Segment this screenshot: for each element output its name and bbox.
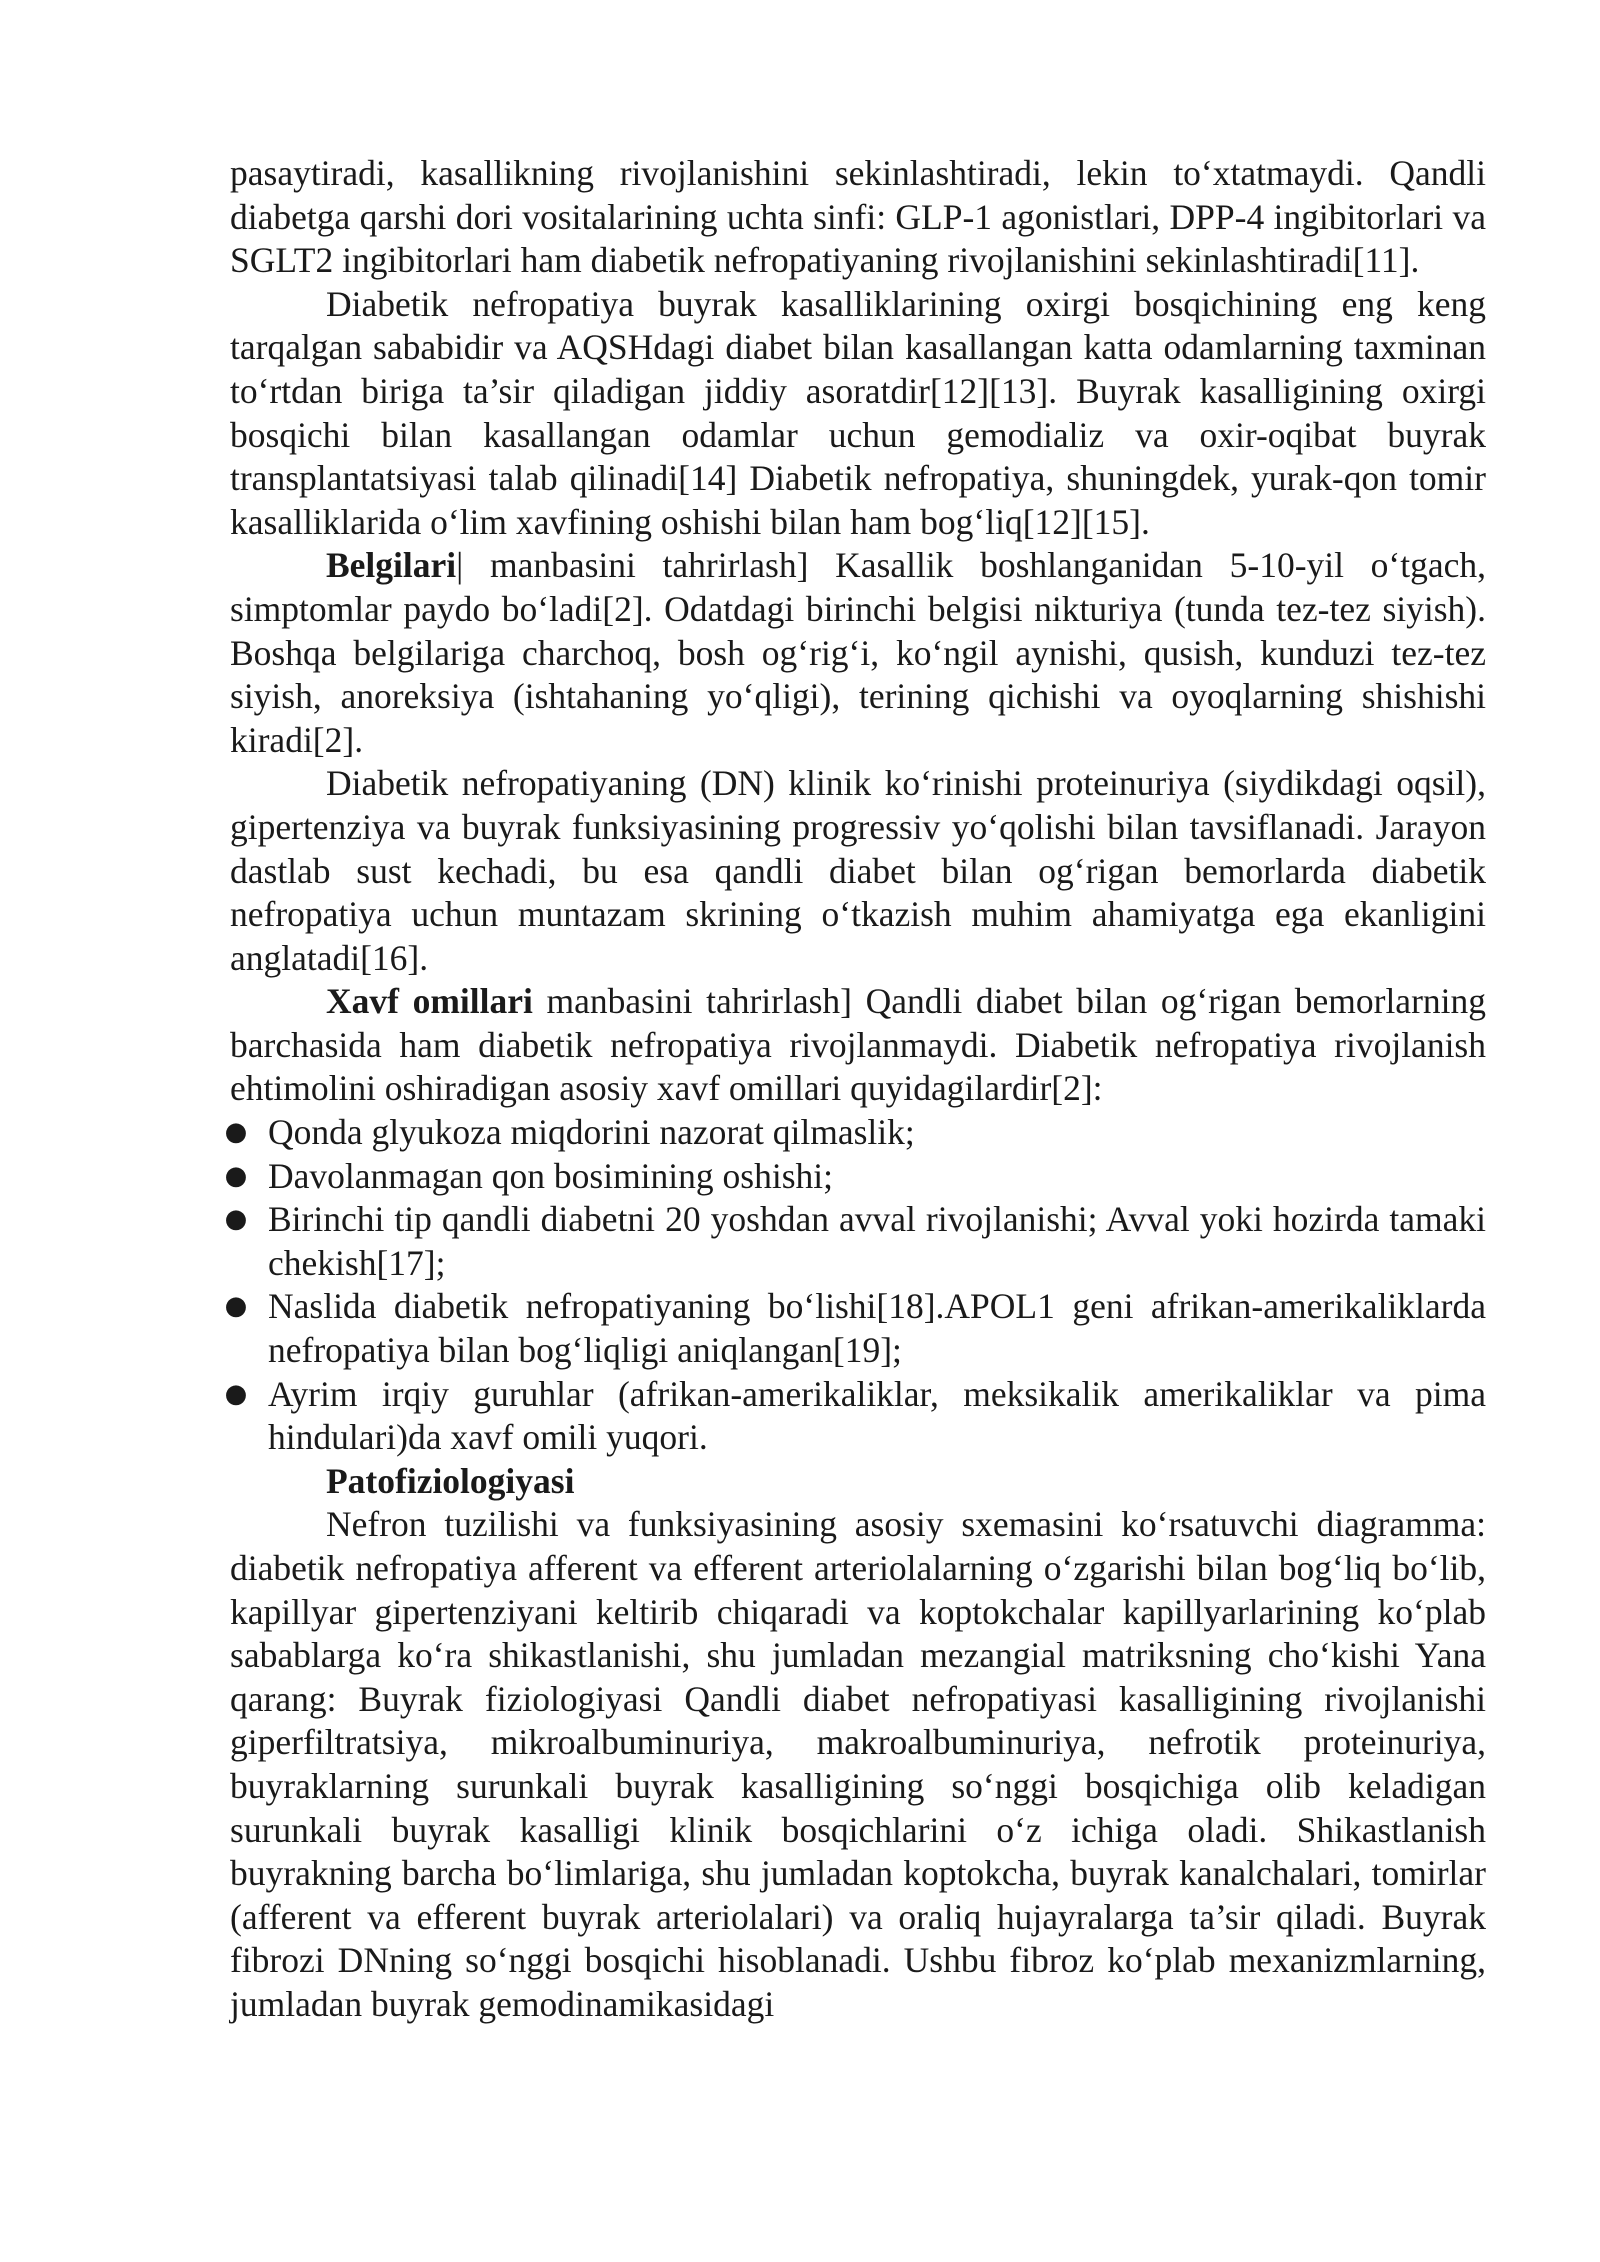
paragraph-end-stage-kidney: Diabetik nefropatiya buyrak kasalliklarining oxirgi bosqichining eng keng tarqalgan sababidir va AQSHdagi diabet bilan kasallangan katta odamlarning taxminan to‘rtdan biriga ta’sir qiladigan jiddiy asoratdir[12][13]. Buyrak kasalligining oxirgi bosqichi bilan kasallangan odamlar uchun gemodializ va oxir-oqibat buyrak transplantatsiyasi talab qilinadi[14] Diabetik nefropatiya, shuningdek, yurak-qon tomir kasalliklarida o‘lim xavfining oshishi bilan ham bog‘liq[12][15]. — [230, 283, 1486, 542]
risk-factors-text: manbasini tahrirlash] Qandli diabet bilan og‘rigan bemorlarning barchasida ham diabetik nefropatiya rivojlanmaydi. Diabetik nefropatiya rivojlanish ehtimolini oshiradigan asosiy xavf omillari quyidagilardir[2]: — [230, 981, 1486, 1109]
paragraph-risk-factors — [230, 980, 1486, 1111]
bullet-icon: ● — [224, 1378, 248, 1409]
list-item: ● Davolanmagan qon bosimining oshishi; — [230, 1155, 1486, 1199]
bullet-icon: ● — [224, 1204, 248, 1235]
paragraph-continuation: pasaytiradi, kasallikning rivojlanishini sekinlashtiradi, lekin to‘xtatmaydi. Qandli diabetga qarshi dori vositalarining uchta sinfi: GLP-1 agonistlari, DPP-4 ingibitorlari va SGLT2 ingibitorlari ham diabetik nefropatiyaning rivojlanishini sekinlashtiradi[11]. — [230, 153, 1486, 281]
bullet-icon: ● — [224, 1117, 248, 1148]
list-item: ● Qonda glyukoza miqdorini nazorat qilmaslik; — [230, 1111, 1486, 1155]
list-item: ● Ayrim irqiy guruhlar (afrikan-amerikaliklar, meksikalik amerikaliklar va pima hindulari)da xavf omili yuqori. — [230, 1373, 1486, 1460]
document-page — [224, 152, 1486, 2027]
risk-factors-list — [224, 1111, 1486, 1460]
list-item: ● Birinchi tip qandli diabetni 20 yoshdan avval rivojlanishi; Avval yoki hozirda tamaki chekish[17]; — [230, 1198, 1486, 1285]
symptoms-text: | manbasini tahrirlash] Kasallik boshlanganidan 5-10-yil o‘tgach, simptomlar paydo bo‘ladi[2]. Odatdagi birinchi belgisi nikturiya (tunda tez-tez siyish). Boshqa belgilariga charchoq, bosh og‘rig‘i, ko‘ngil aynishi, qusish, kunduzi tez-tez siyish, anoreksiya (ishtahaning yo‘qligi), terining qichishi va oyoqlarning shishishi kiradi[2]. — [230, 545, 1486, 760]
bullet-icon: ● — [224, 1291, 248, 1322]
section-heading-risk-factors: Xavf omillari — [326, 981, 533, 1022]
section-heading-symptoms: Belgilari — [326, 545, 457, 586]
paragraph-pathophysiology: Nefron tuzilishi va funksiyasining asosiy sxemasini ko‘rsatuvchi diagramma: diabetik nefropatiya afferent va efferent arteriolalarning o‘zgarishi bilan bog‘liq bo‘lib, kapillyar gipertenziyani keltirib chiqaradi va koptokchalar kapillyarlarining ko‘plab sabablarga ko‘ra shikastlanishi, shu jumladan mezangial matriksning cho‘kishi Yana qarang: Buyrak fiziologiyasi Qandli diabet nefropatiyasi kasalligining rivojlanishi giperfiltratsiya, mikroalbuminuriya, makroalbuminuriya, nefrotik proteinuriya, buyraklarning surunkali buyrak kasalligining so‘nggi bosqichiga olib keladigan surunkali buyrak kasalligi klinik bosqichlarini o‘z ichiga oladi. Shikastlanish buyrakning barcha bo‘limlariga, shu jumladan koptokcha, buyrak kanalchalari, tomirlar (afferent va efferent buyrak arteriolalari) va oraliq hujayralarga ta’sir qiladi. Buyrak fibrozi DNning so‘nggi bosqichi hisoblanadi. Ushbu fibroz ko‘plab mexanizmlarning, jumladan buyrak gemodinamikasidagi — [230, 1504, 1486, 2024]
paragraph-symptoms — [230, 544, 1486, 762]
section-heading-pathophysiology: Patofiziologiyasi — [326, 1460, 575, 1501]
list-item: ● Naslida diabetik nefropatiyaning bo‘lishi[18].APOL1 geni afrikan-amerikaliklarda nefropatiya bilan bog‘liqligi aniqlangan[19]; — [230, 1285, 1486, 1372]
bullet-icon: ● — [224, 1160, 248, 1191]
paragraph-clinical-picture: Diabetik nefropatiyaning (DN) klinik ko‘rinishi proteinuriya (siydikdagi oqsil), gipertenziya va buyrak funksiyasining progressiv yo‘qolishi bilan tavsiflanadi. Jarayon dastlab sust kechadi, bu esa qandli diabet bilan og‘rigan bemorlarda diabetik nefropatiya uchun muntazam skrining o‘tkazish muhim ahamiyatga ega ekanligini anglatadi[16]. — [230, 763, 1486, 978]
